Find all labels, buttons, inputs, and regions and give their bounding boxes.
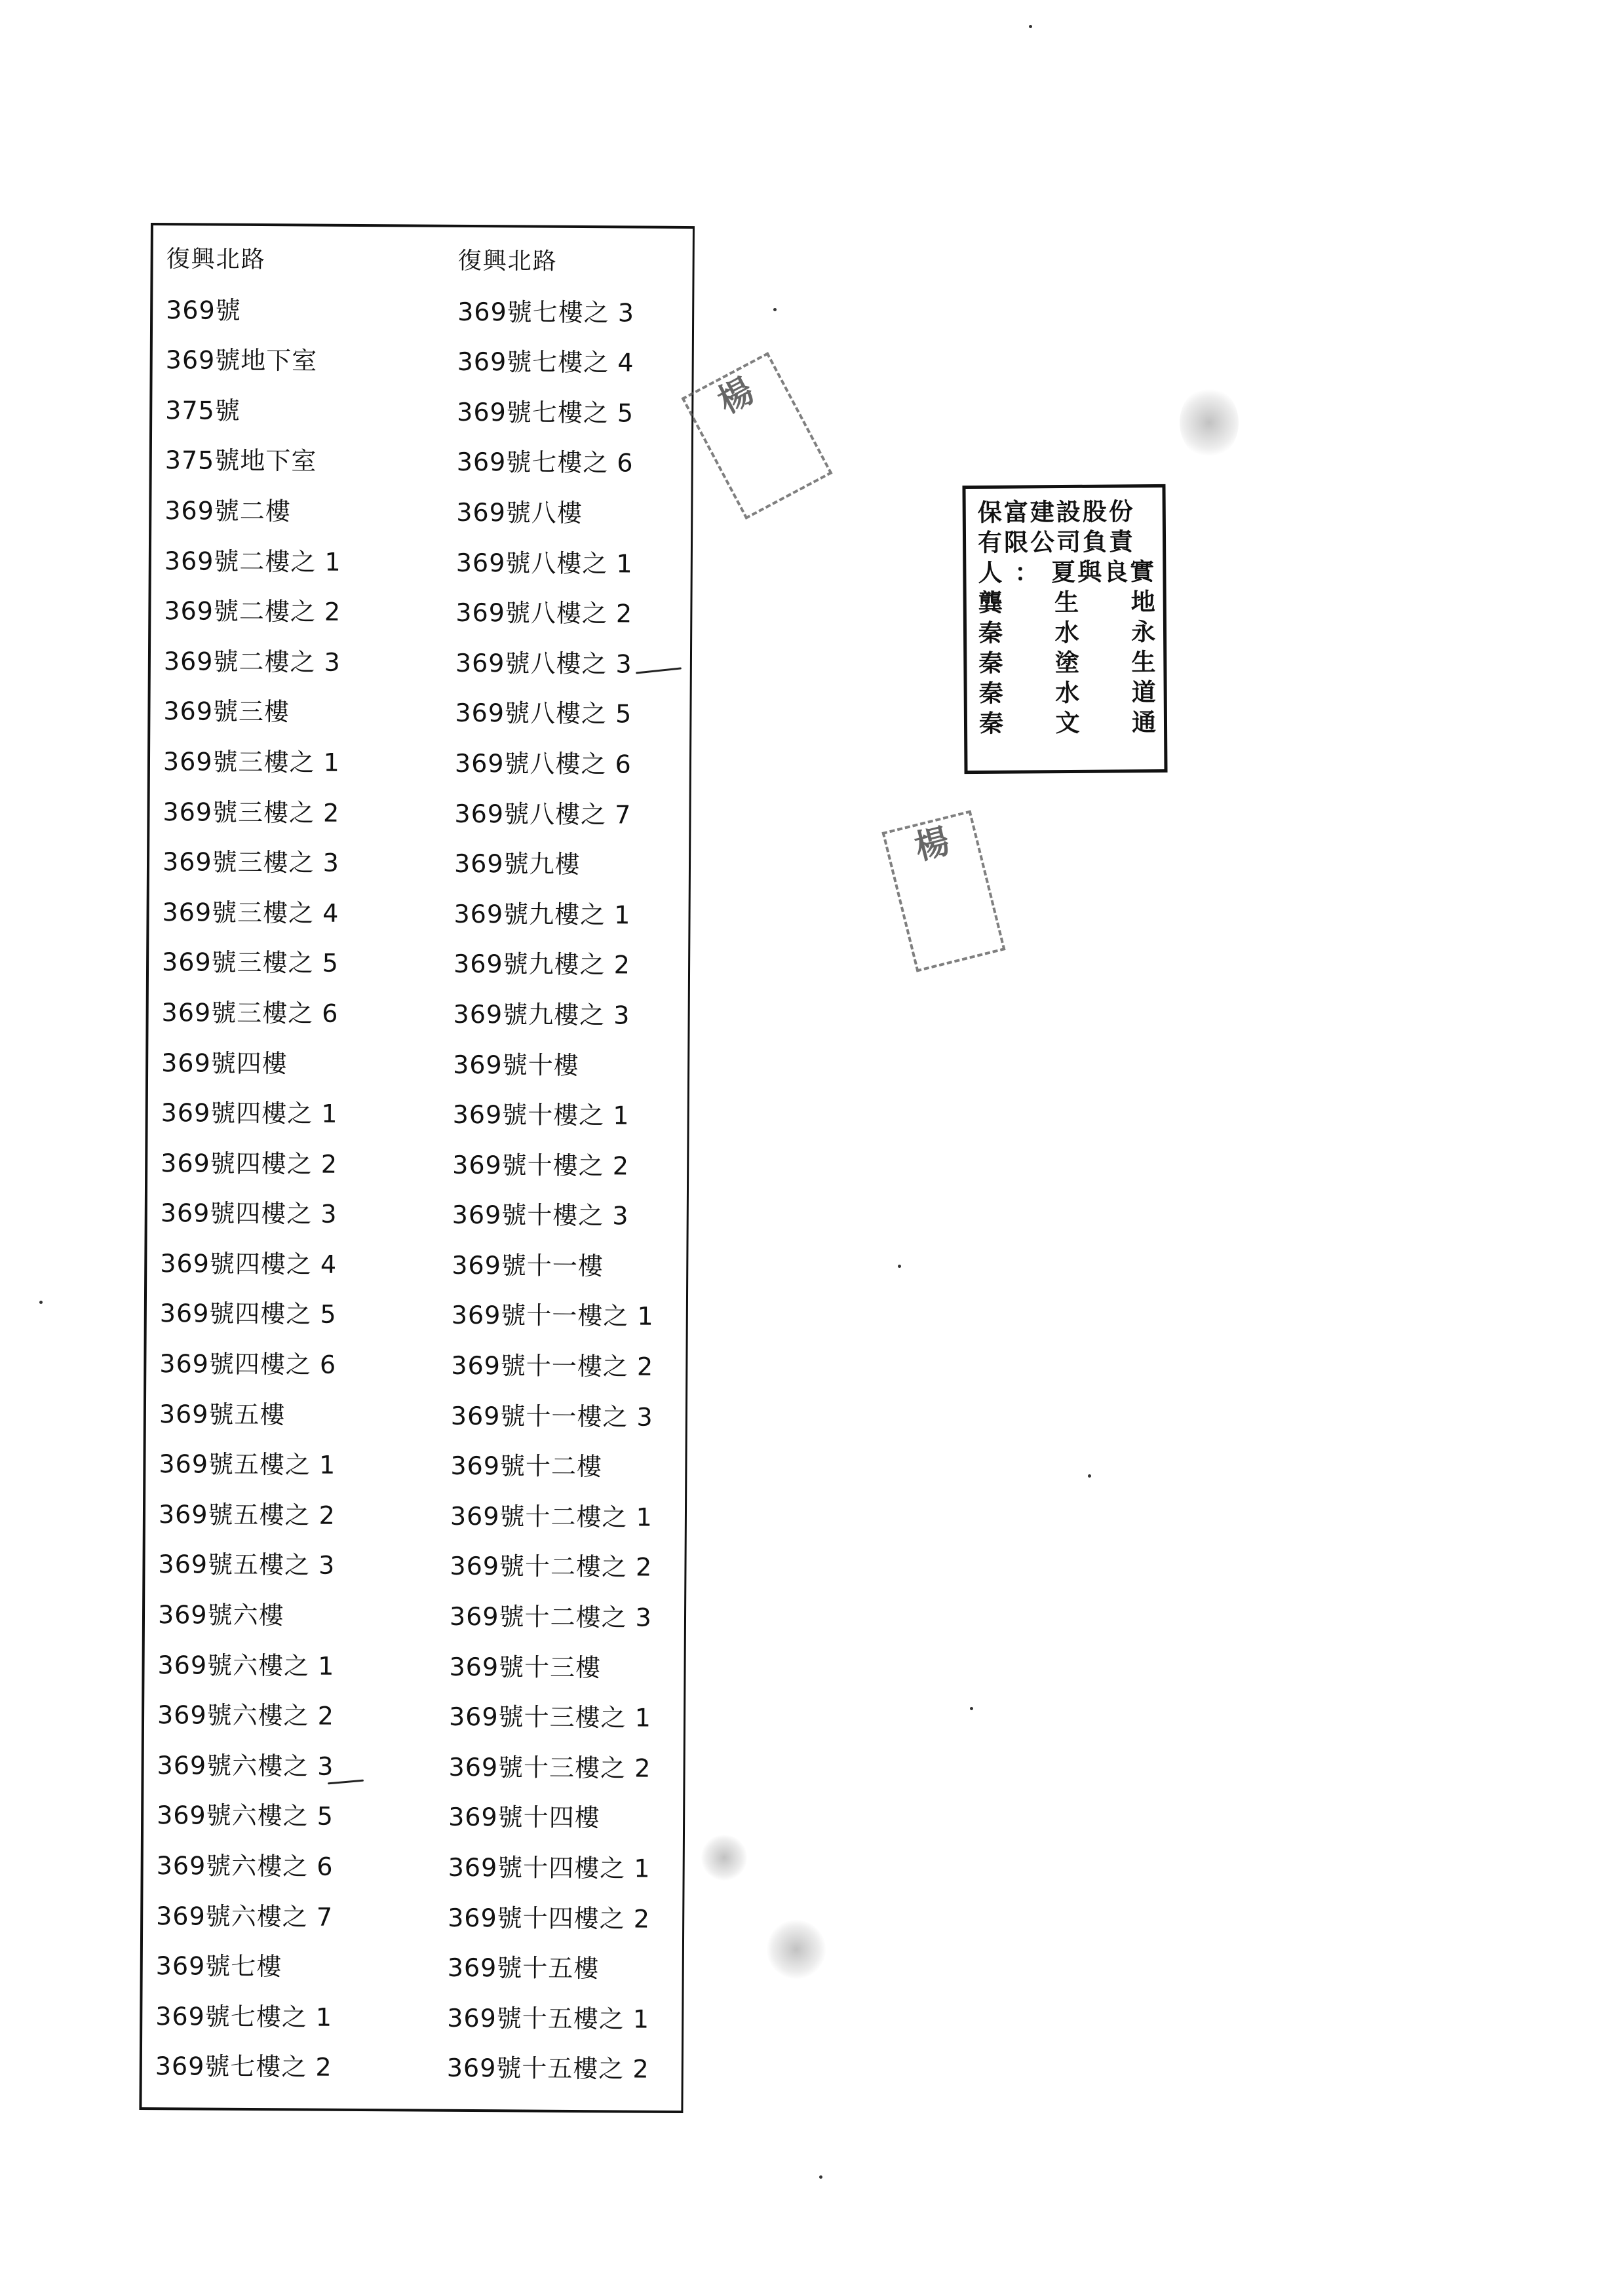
right-column-address-row: 369號八樓 — [456, 497, 583, 528]
owner-name-char: 龔 — [978, 588, 1003, 617]
right-column-address-row: 369號十二樓 — [450, 1451, 603, 1482]
owner-name-char: 秦 — [978, 709, 1004, 738]
right-column-address-row: 369號十一樓之 3 — [450, 1401, 653, 1432]
owner-name-char: 水 — [1055, 678, 1080, 708]
right-column-address-row: 369號十樓之 1 — [452, 1100, 630, 1130]
smudge-mark — [701, 1835, 747, 1881]
right-column-address-row: 369號十五樓之 2 — [446, 2054, 649, 2084]
left-column-header: 復興北路 — [166, 246, 266, 274]
speck — [1029, 25, 1032, 28]
owner-name-char: 地 — [1130, 588, 1155, 617]
left-column-address-row: 369號 — [166, 295, 241, 325]
right-column-address-row: 369號十三樓之 1 — [448, 1702, 652, 1732]
left-column-address-row: 369號三樓之 4 — [162, 897, 339, 928]
right-column-address-row: 369號七樓之 6 — [456, 448, 634, 478]
owner-name-row — [979, 708, 1156, 739]
right-column-address-row: 369號八樓之 3 — [455, 648, 632, 679]
left-column-address-row: 369號三樓之 5 — [161, 947, 339, 978]
owner-name-char: 秦 — [978, 619, 1003, 647]
owner-name-char: 生 — [1131, 648, 1156, 677]
speck — [773, 308, 777, 311]
address-column-left — [155, 235, 429, 2093]
owner-name-char: 塗 — [1054, 648, 1080, 678]
right-column-address-row: 369號十樓之 2 — [452, 1150, 630, 1181]
left-column-address-row: 369號四樓之 2 — [161, 1148, 338, 1179]
right-column-address-row: 369號十四樓之 2 — [448, 1903, 651, 1934]
right-column-address-row: 369號十四樓之 1 — [448, 1852, 651, 1883]
right-column-address-row: 369號七樓之 3 — [457, 297, 635, 328]
right-column-address-row: 369號七樓之 4 — [457, 347, 634, 377]
left-column-address-row: 375號地下室 — [164, 446, 317, 476]
seal-2-text: 楊 — [910, 820, 954, 868]
owner-line-3: 人 ： 夏與良實 — [978, 558, 1157, 587]
right-column-address-row: 369號十一樓 — [452, 1250, 604, 1281]
owner-name-char: 水 — [1054, 618, 1079, 647]
right-column-address-row: 369號九樓之 1 — [453, 899, 631, 930]
right-column-address-row: 369號八樓之 5 — [455, 698, 632, 729]
right-column-address-row: 369號十三樓 — [449, 1652, 602, 1682]
left-column-address-row: 369號四樓之 4 — [160, 1248, 338, 1279]
left-column-address-row: 369號三樓之 1 — [163, 747, 340, 777]
right-column-address-row: 369號七樓之 5 — [457, 397, 634, 428]
right-column-address-row: 369號十樓 — [453, 1050, 579, 1080]
speck — [819, 2175, 822, 2179]
right-column-address-row: 369號十一樓之 2 — [451, 1350, 654, 1381]
right-column-address-row: 369號十三樓之 2 — [448, 1752, 651, 1783]
owner-name-char: 生 — [1054, 588, 1079, 617]
left-column-address-row: 369號七樓之 1 — [155, 2001, 333, 2032]
left-column-address-row: 369號四樓之 6 — [159, 1349, 337, 1379]
right-column-address-row: 369號九樓之 3 — [453, 999, 630, 1030]
seal-stamp-2 — [881, 810, 1005, 972]
left-column-address-row: 369號二樓 — [164, 496, 291, 526]
left-column-address-row: 369號二樓之 3 — [163, 646, 341, 677]
left-column-address-row: 369號六樓之 1 — [157, 1650, 335, 1681]
owner-name-char: 道 — [1131, 678, 1156, 707]
right-column-address-row: 369號十樓之 3 — [452, 1200, 629, 1231]
right-column-header: 復興北路 — [457, 247, 558, 275]
right-column-address-row: 369號九樓之 2 — [453, 949, 631, 980]
left-column-address-row: 369號五樓之 1 — [159, 1449, 336, 1480]
speck — [1088, 1474, 1091, 1478]
address-column-right — [447, 237, 720, 2095]
left-column-address-row: 369號二樓之 1 — [164, 546, 341, 577]
owner-name-row — [978, 617, 1155, 649]
right-column-address-row: 369號八樓之 6 — [454, 748, 632, 779]
owner-names — [978, 587, 1158, 739]
left-column-address-row: 369號三樓 — [163, 697, 290, 727]
right-column-address-row: 369號八樓之 2 — [455, 598, 633, 628]
left-column-address-row: 369號地下室 — [165, 345, 318, 375]
left-column-address-row: 375號 — [165, 395, 241, 425]
owner-name-char: 文 — [1055, 708, 1080, 738]
speck — [898, 1265, 901, 1268]
left-column-address-row: 369號四樓之 5 — [159, 1299, 337, 1330]
right-column-address-row: 369號十二樓之 2 — [450, 1552, 653, 1582]
left-column-address-row: 369號七樓 — [155, 1951, 282, 1981]
left-column-address-row: 369號三樓之 2 — [163, 797, 340, 828]
right-column-address-row: 369號十一樓之 1 — [451, 1301, 654, 1331]
owner-line-2: 有限公司負責 — [977, 527, 1136, 557]
owner-name-char: 秦 — [978, 649, 1003, 678]
right-column-address-row: 369號十五樓 — [447, 1953, 600, 1983]
left-column-address-row: 369號四樓之 1 — [161, 1098, 338, 1128]
left-column-address-row: 369號七樓之 2 — [155, 2052, 332, 2082]
address-table — [139, 223, 695, 2113]
right-column-address-row: 369號十二樓之 1 — [450, 1501, 653, 1532]
left-column-address-row: 369號五樓 — [159, 1399, 286, 1429]
left-column-address-row: 369號六樓之 7 — [156, 1901, 334, 1932]
owner-name-char: 永 — [1130, 618, 1156, 647]
left-column-address-row: 369號五樓之 2 — [158, 1499, 336, 1530]
owner-name-char: 通 — [1131, 708, 1157, 737]
smudge-mark — [767, 1920, 826, 1979]
owner-name-row — [979, 678, 1156, 709]
speck — [970, 1707, 973, 1710]
left-column-address-row: 369號二樓之 2 — [164, 596, 341, 626]
left-column-address-row: 369號六樓之 5 — [157, 1801, 334, 1831]
owner-name-row — [978, 647, 1155, 679]
right-column-address-row: 369號十四樓 — [448, 1803, 600, 1833]
left-column-address-row: 369號六樓之 3 — [157, 1750, 334, 1781]
left-column-address-row: 369號五樓之 3 — [158, 1550, 336, 1580]
speck — [39, 1301, 43, 1304]
right-column-address-row: 369號八樓之 7 — [454, 799, 632, 830]
right-column-address-row: 369號九樓 — [453, 849, 581, 879]
left-column-address-row: 369號六樓 — [157, 1600, 284, 1630]
owner-line-1: 保富建設股份 — [977, 497, 1135, 527]
right-column-address-row: 369號十五樓之 1 — [447, 2003, 650, 2034]
owner-name-char: 秦 — [978, 679, 1003, 708]
right-column-address-row: 369號八樓之 1 — [455, 548, 633, 579]
left-column-address-row: 369號四樓之 3 — [160, 1198, 338, 1229]
seal-1-text: 楊 — [711, 370, 761, 422]
owner-box — [962, 484, 1167, 774]
left-column-address-row: 369號六樓之 6 — [156, 1851, 334, 1881]
left-column-address-row: 369號三樓之 3 — [162, 847, 339, 877]
right-column-address-row: 369號十二樓之 3 — [449, 1601, 652, 1632]
smudge-mark — [1180, 387, 1239, 459]
owner-name-row — [978, 587, 1155, 619]
left-column-address-row: 369號四樓 — [161, 1048, 288, 1078]
left-column-address-row: 369號三樓之 6 — [161, 998, 339, 1028]
left-column-address-row: 369號六樓之 2 — [157, 1700, 335, 1731]
